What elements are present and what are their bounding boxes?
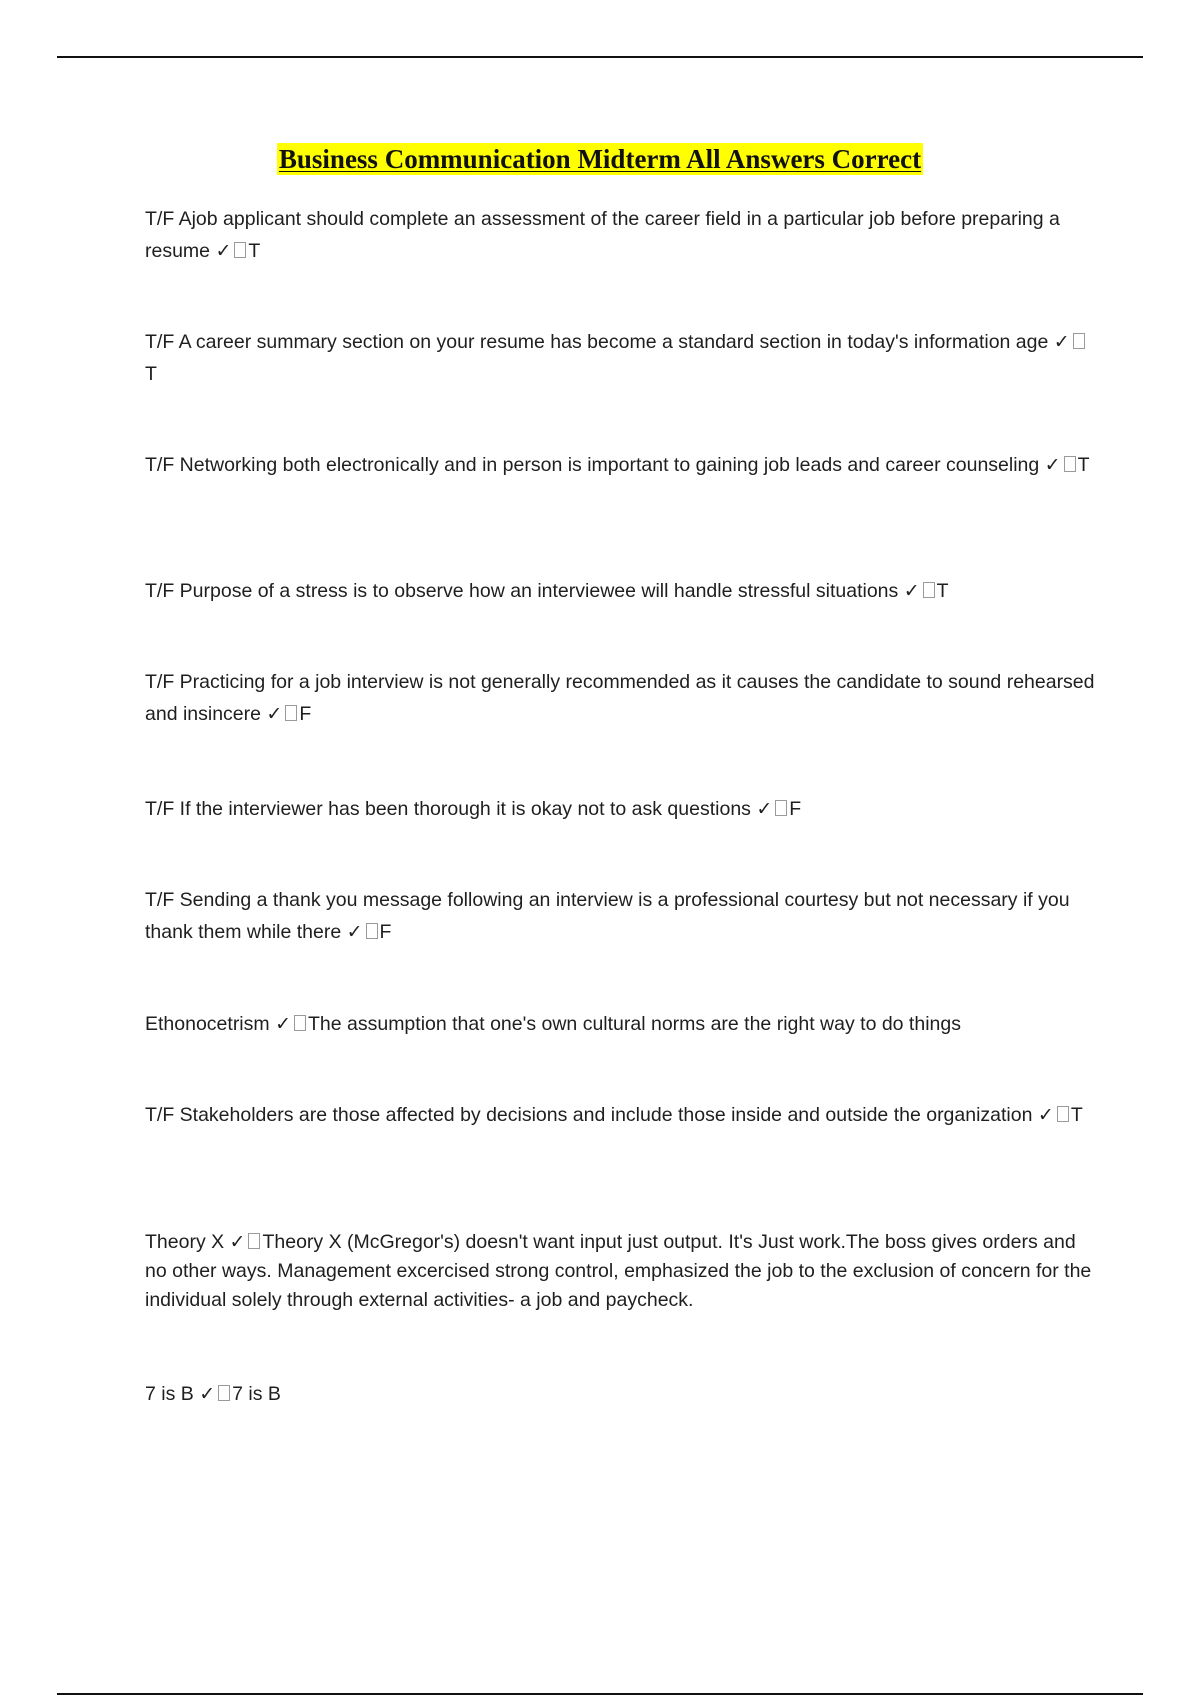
question-text: T/F Sending a thank you message following an interview is a professional courtesy but not necessary if you thank them while there xyxy=(145,889,1070,943)
checkbox-glyph-icon xyxy=(923,582,935,598)
title-container xyxy=(0,143,1200,175)
checkbox-glyph-icon xyxy=(1057,1106,1069,1122)
answer-text: F xyxy=(379,921,392,943)
qa-entry-8 xyxy=(145,1008,1095,1040)
checkbox-glyph-icon xyxy=(234,242,246,258)
term-text: Ethonocetrism xyxy=(145,1013,270,1035)
question-text: T/F Ajob applicant should complete an assessment of the career field in a particular job before preparing a resume xyxy=(145,208,1060,262)
checkbox-glyph-icon xyxy=(1073,333,1085,349)
question-text: T/F A career summary section on your resume has become a standard section in today's information age xyxy=(145,331,1049,353)
question-text: T/F If the interviewer has been thorough it is okay not to ask questions xyxy=(145,798,751,820)
checkbox-glyph-icon xyxy=(218,1385,230,1401)
qa-entry-6 xyxy=(145,793,1095,825)
checkbox-glyph-icon xyxy=(1064,456,1076,472)
question-text: T/F Networking both electronically and in person is important to gaining job leads and career counseling xyxy=(145,454,1040,476)
question-text: T/F Stakeholders are those affected by decisions and include those inside and outside the organization xyxy=(145,1104,1033,1126)
checkbox-glyph-icon xyxy=(366,923,378,939)
qa-entry-10 xyxy=(145,1228,1095,1315)
answer-text: T xyxy=(1070,1104,1083,1126)
qa-entry-5 xyxy=(145,666,1095,730)
answer-text: 7 is B xyxy=(232,1383,281,1405)
answer-text: T xyxy=(248,240,261,262)
check-icon: ✓ xyxy=(756,798,773,820)
question-text: T/F Practicing for a job interview is not generally recommended as it causes the candidate to sound rehearsed and insincere xyxy=(145,671,1095,725)
check-icon: ✓ xyxy=(266,703,283,725)
question-text: 7 is B xyxy=(145,1383,194,1405)
check-icon: ✓ xyxy=(903,580,920,602)
answer-text: F xyxy=(789,798,802,820)
answer-text: T xyxy=(1077,454,1090,476)
qa-entry-4 xyxy=(145,575,1095,607)
definition-text: Theory X (McGregor's) doesn't want input just output. It's Just work.The boss gives orders and no other ways. Management excercised strong control, emphasized the job to the exclusion of concern for the individual solely through external activities- a job and paycheck. xyxy=(145,1231,1092,1311)
check-icon: ✓ xyxy=(1053,331,1070,353)
qa-entry-11 xyxy=(145,1378,1095,1410)
checkbox-glyph-icon xyxy=(248,1233,260,1249)
check-icon: ✓ xyxy=(199,1383,216,1405)
answer-text: F xyxy=(299,703,312,725)
check-icon: ✓ xyxy=(215,240,232,262)
qa-entry-3 xyxy=(145,449,1095,481)
checkbox-glyph-icon xyxy=(285,705,297,721)
qa-entry-2 xyxy=(145,326,1095,390)
check-icon: ✓ xyxy=(275,1013,291,1035)
checkbox-glyph-icon xyxy=(294,1015,306,1031)
definition-text: The assumption that one's own cultural norms are the right way to do things xyxy=(307,1013,961,1035)
bottom-rule xyxy=(57,1693,1143,1695)
question-text: T/F Purpose of a stress is to observe how an interviewee will handle stressful situations xyxy=(145,580,899,602)
checkbox-glyph-icon xyxy=(775,800,787,816)
qa-entry-9 xyxy=(145,1099,1095,1131)
term-text: Theory X xyxy=(145,1231,225,1253)
answer-text: T xyxy=(145,363,157,385)
document-title: Business Communication Midterm All Answers Correct xyxy=(278,144,922,174)
answer-text: T xyxy=(936,580,949,602)
top-rule xyxy=(57,56,1143,58)
qa-entry-7 xyxy=(145,884,1095,948)
check-icon: ✓ xyxy=(1037,1104,1054,1126)
check-icon: ✓ xyxy=(346,921,363,943)
check-icon: ✓ xyxy=(229,1231,246,1253)
check-icon: ✓ xyxy=(1044,454,1061,476)
qa-entry-1 xyxy=(145,203,1095,267)
